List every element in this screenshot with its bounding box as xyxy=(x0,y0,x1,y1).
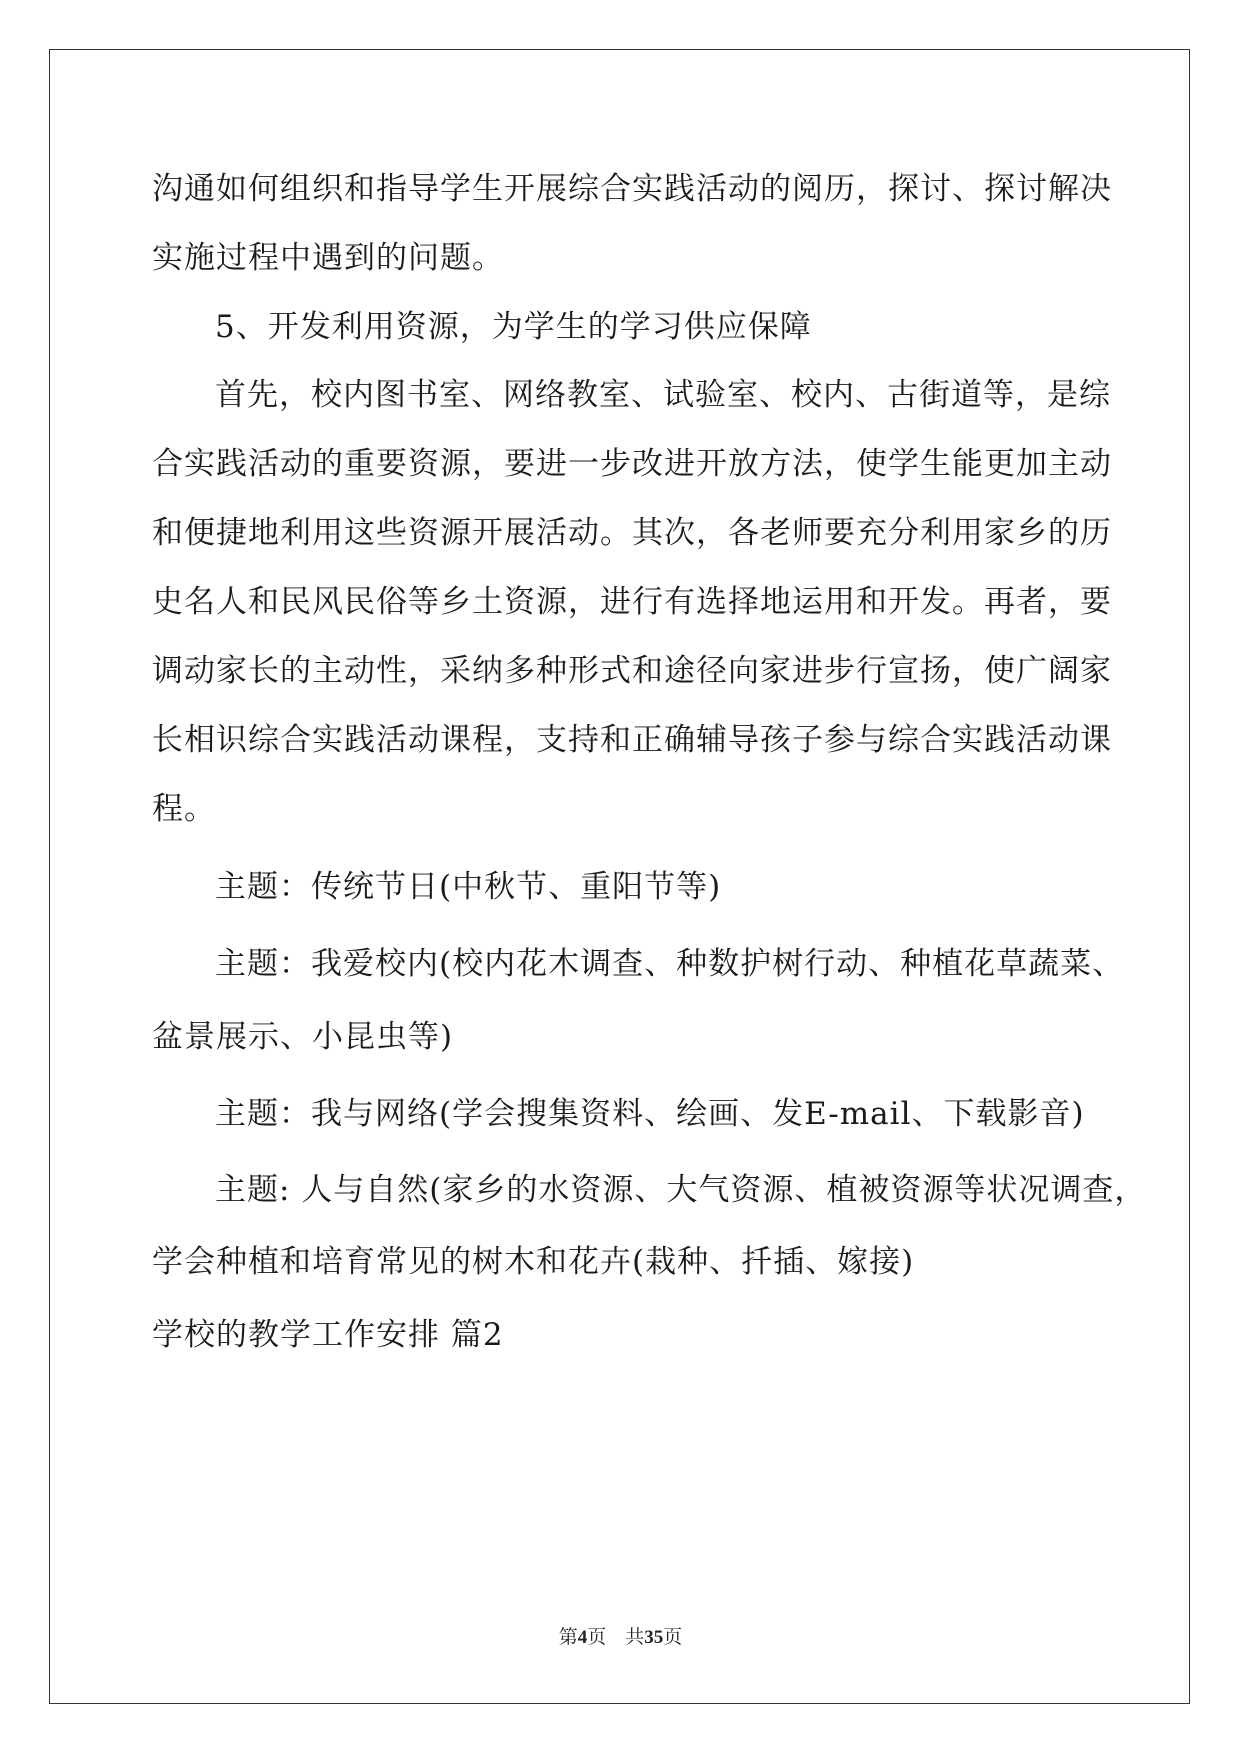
section-heading: 5、开发利用资源，为学生的学习供应保障 xyxy=(215,309,812,345)
section-title: 学校的教学工作安排 篇2 xyxy=(152,1317,504,1353)
footer-prefix: 第 xyxy=(558,1626,578,1648)
footer-page-number: 4 xyxy=(577,1627,588,1648)
body-line: 长相识综合实践活动课程，支持和正确辅导孩子参与综合实践活动课 xyxy=(152,722,1112,758)
footer-suffix: 页 xyxy=(663,1626,683,1648)
topic-line: 学会种植和培育常见的树木和花卉(栽种、扦插、嫁接) xyxy=(152,1244,915,1280)
body-line: 和便捷地利用这些资源开展活动。其次，各老师要充分利用家乡的历 xyxy=(152,515,1112,551)
body-line: 沟通如何组织和指导学生开展综合实践活动的阅历，探讨、探讨解决 xyxy=(152,171,1112,207)
body-line: 调动家长的主动性，采纳多种形式和途径向家进步行宣扬，使广阔家 xyxy=(152,653,1112,689)
body-line: 合实践活动的重要资源，要进一步改进开放方法，使学生能更加主动 xyxy=(152,446,1112,482)
footer-mid: 页 共 xyxy=(587,1626,645,1648)
footer-total-pages: 35 xyxy=(644,1627,664,1648)
topic-line: 主题：我与网络(学会搜集资料、绘画、发E-mail、下载影音) xyxy=(215,1096,1085,1132)
body-line: 史名人和民风民俗等乡土资源，进行有选择地运用和开发。再者，要 xyxy=(152,584,1112,620)
body-line: 实施过程中遇到的问题。 xyxy=(152,240,504,276)
topic-line: 主题：我爱校内(校内花木调查、种数护树行动、种植花草蔬菜、 xyxy=(215,946,1125,982)
topic-line: 主题: 人与自然(家乡的水资源、大气资源、植被资源等状况调查， xyxy=(215,1172,1147,1208)
body-line: 程。 xyxy=(152,791,216,827)
body-line: 首先，校内图书室、网络教室、试验室、校内、古街道等，是综 xyxy=(215,377,1111,413)
topic-line: 主题：传统节日(中秋节、重阳节等) xyxy=(215,869,722,905)
topic-line: 盆景展示、小昆虫等) xyxy=(152,1019,454,1055)
page-footer xyxy=(0,1622,1241,1649)
